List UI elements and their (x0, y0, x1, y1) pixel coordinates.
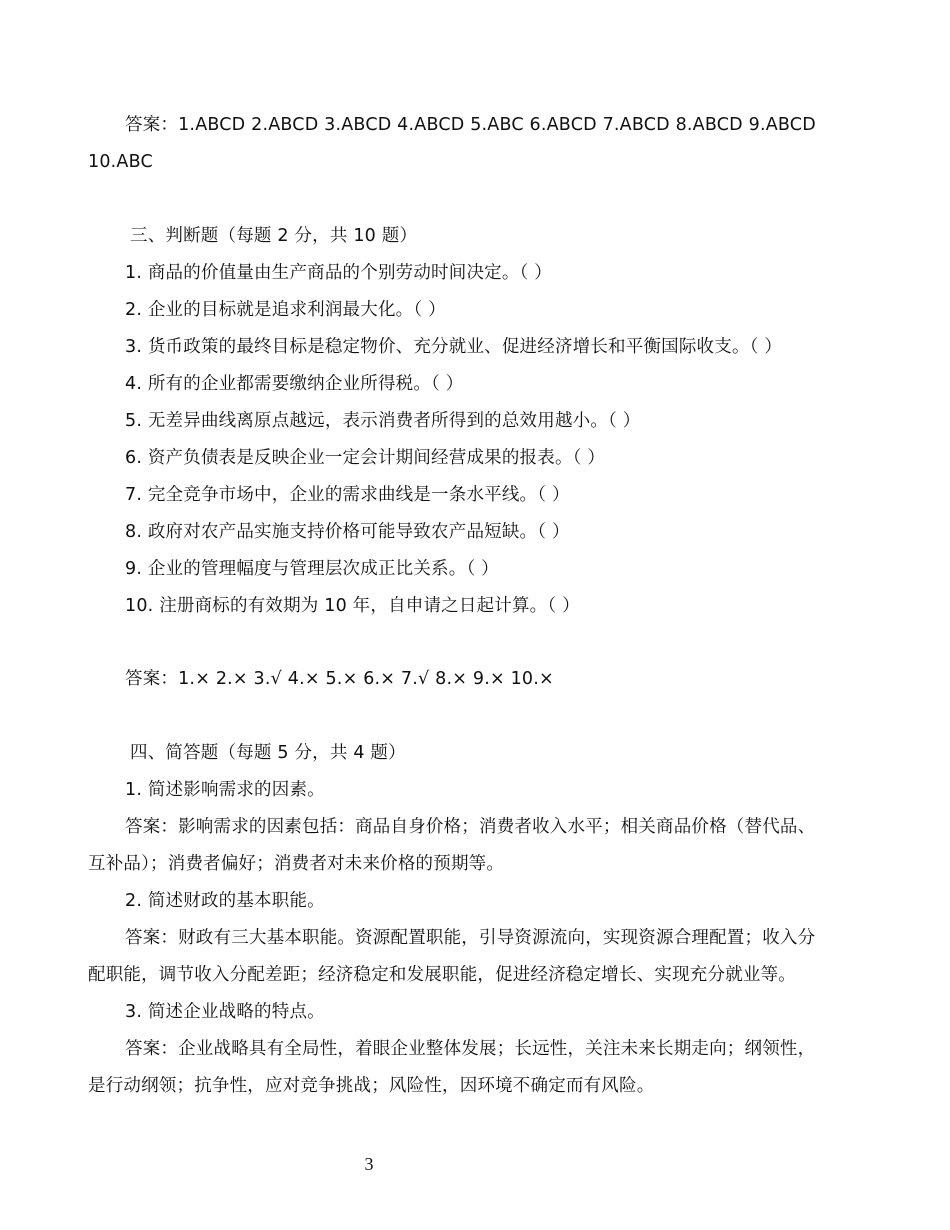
sa-question-1: 1. 简述影响需求的因素。 (125, 780, 325, 800)
tf-question-8: 8. 政府对农产品实施支持价格可能导致农产品短缺。（ ） (125, 522, 570, 542)
mc-answer-line-2: 10.ABC (88, 152, 153, 172)
tf-question-3: 3. 货币政策的最终目标是稳定物价、充分就业、促进经济增长和平衡国际收支。（ ） (125, 337, 783, 357)
tf-answer: 答案：1.× 2.× 3.√ 4.× 5.× 6.× 7.√ 8.× 9.× 10.× (125, 669, 554, 689)
tf-question-4: 4. 所有的企业都需要缴纳企业所得税。（ ） (125, 374, 464, 394)
tf-question-9: 9. 企业的管理幅度与管理层次成正比关系。（ ） (125, 559, 499, 579)
tf-question-2: 2. 企业的目标就是追求利润最大化。（ ） (125, 300, 446, 320)
sa-answer-1-line-2: 互补品）；消费者偏好；消费者对未来价格的预期等。 (88, 854, 505, 874)
section-heading-short-answer: 四、简答题（每题 5 分，共 4 题） (130, 743, 406, 763)
tf-question-7: 7. 完全竞争市场中，企业的需求曲线是一条水平线。（ ） (125, 485, 570, 505)
sa-answer-2-line-1: 答案：财政有三大基本职能。资源配置职能，引导资源流向，实现资源合理配置；收入分 (125, 928, 816, 948)
tf-question-5: 5. 无差异曲线离原点越远，表示消费者所得到的总效用越小。（ ） (125, 411, 641, 431)
page-number: 3 (364, 1154, 374, 1174)
mc-answer-line-1: 答案：1.ABCD 2.ABCD 3.ABCD 4.ABCD 5.ABC 6.ABCD 7.ABCD 8.ABCD 9.ABCD (125, 115, 816, 135)
sa-answer-3-line-1: 答案：企业战略具有全局性，着眼企业整体发展；长远性，关注未来长期走向；纲领性， (125, 1039, 816, 1059)
tf-question-10: 10. 注册商标的有效期为 10 年，自申请之日起计算。（ ） (125, 596, 580, 616)
section-heading-true-false: 三、判断题（每题 2 分，共 10 题） (130, 226, 418, 246)
sa-answer-3-line-2: 是行动纲领；抗争性，应对竞争挑战；风险性，因环境不确定而有风险。 (88, 1076, 655, 1096)
sa-answer-2-line-2: 配职能，调节收入分配差距；经济稳定和发展职能，促进经济稳定增长、实现充分就业等。 (88, 965, 796, 985)
tf-question-6: 6. 资产负债表是反映企业一定会计期间经营成果的报表。（ ） (125, 448, 606, 468)
tf-question-1: 1. 商品的价值量由生产商品的个别劳动时间决定。（ ） (125, 263, 552, 283)
sa-question-3: 3. 简述企业战略的特点。 (125, 1002, 325, 1022)
sa-question-2: 2. 简述财政的基本职能。 (125, 891, 325, 911)
sa-answer-1-line-1: 答案：影响需求的因素包括：商品自身价格；消费者收入水平；相关商品价格（替代品、 (125, 817, 816, 837)
